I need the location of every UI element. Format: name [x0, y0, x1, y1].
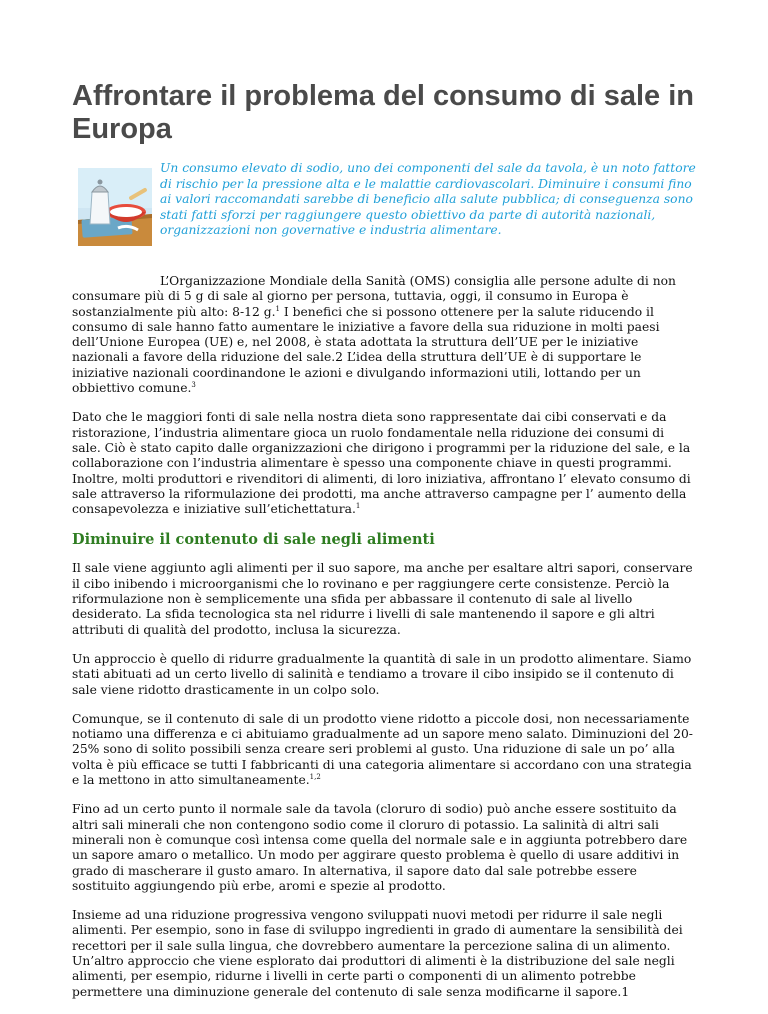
- body-paragraph-2: [72, 410, 696, 517]
- section-heading: Diminuire il contenuto di sale negli alimenti: [72, 531, 435, 549]
- body-paragraph-3: Il sale viene aggiunto agli alimenti per il suo sapore, ma anche per esaltare altri sapori, conservare il cibo inibendo i microorganismi che lo rovinano e per raggiungere certe consistenze. Perciò la riformulazione non è semplicemente una sfida per abbassare il contenuto di sale al livello desiderato. La sfida tecnologica sta nel ridurre i livelli di sale mantenendo il sapore e gli altri attributi di qualità del prodotto, inclusa la sicurezza.: [72, 561, 693, 637]
- document-page: [72, 80, 696, 1014]
- body-paragraph-7: Insieme ad una riduzione progressiva vengono sviluppati nuovi metodi per ridurre il sale negli alimenti. Per esempio, sono in fase di sviluppo ingredienti in grado di aumentare la sensibilità dei recettori per il sale sulla lingua, che dovrebbero aumentare la percezione salina di un alimento. Un’altro approccio che viene esplorato dai produttori di alimenti è la distribuzione del sale negli alimenti, per esempio, ridurne i livelli in certe parti o componenti di un alimento potrebbe permettere una diminuzione generale del contenuto di sale senza modificarne il sapore.1: [72, 908, 683, 999]
- reference-1b: 1: [355, 502, 361, 511]
- lead-section: [72, 160, 696, 274]
- reference-1: 1: [275, 304, 280, 313]
- body-paragraph-6: Fino ad un certo punto il normale sale da tavola (cloruro di sodio) può anche essere sostituito da altri sali minerali che non contengono sodio come il cloruro di potassio. La salinità di altri sali minerali non è comunque così intensa come quella del normale sale e in aggiunta potrebbero dare un sapore amaro o metallico. Un modo per aggirare questo problema è quello di usare additivi in grado di mascherare il gusto amaro. In alternativa, il sapore dato dal sale potrebbe essere sostituito aggiungendo più erbe, aromi e spezie al prodotto.: [72, 802, 688, 893]
- paragraph-2-text: Dato che le maggiori fonti di sale nella nostra dieta sono rappresentate dai cibi conservati e da ristorazione, l’industria alimentare gioca un ruolo fondamentale nella riduzione dei consumi di sale. Ciò è stato capito dalle organizzazioni che dirigono i programmi per la riduzione del sale, e la collaborazione con l’industria alimentare è spesso una componente chiave in questi programmi. Inoltre, molti produttori e rivenditori di alimenti, di loro iniziativa, affrontano l’ elevato consumo di sale attraverso la riformulazione dei prodotti, ma anche attraverso campagne per l’ aumento della consapevolezza e iniziative sull’etichettatura.: [72, 410, 691, 517]
- paragraph-1a-text: L’Organizzazione Mondiale della Sanità (OMS) consiglia alle persone adulte di non consumare più di 5 g di sale al giorno per persona, tuttavia, oggi, il consumo in Europa è sostanzialmente più alto: 8-12 g.: [72, 274, 676, 319]
- page-title: Affrontare il problema del consumo di sale in Europa: [72, 80, 694, 145]
- lead-text: Un consumo elevato di sodio, uno dei componenti del sale da tavola, è un noto fattore di rischio per la pressione alta e le malattie cardiovascolari. Diminuire i consumi fino ai valori raccomandati sarebbe di beneficio alla salute pubblica; di conseguenza sono stati fatti sforzi per raggiungere questo obiettivo da parte di autorità nazionali, organizzazioni non governative e industria alimentare.: [160, 161, 696, 237]
- body-paragraph-5: [72, 712, 696, 788]
- reference-1-2: 1,2: [309, 772, 321, 781]
- lead-paragraph: [160, 161, 696, 239]
- reference-3: 3: [191, 380, 196, 389]
- body-paragraph-4: Un approccio è quello di ridurre gradualmente la quantità di sale in un prodotto alimentare. Siamo stati abituati ad un certo livello di salinità e tendiamo a trovare il cibo insipido se il contenuto di sale viene ridotto drasticamente in un colpo solo.: [72, 651, 692, 697]
- paragraph-1b-text: I benefici che si possono ottenere per la salute riducendo il consumo di sale hanno fatto aumentare le iniziative a favore della sua riduzione in molti paesi dell’Unione Europea (UE) e, nel 2008, è stata adottata la struttura dell’UE per le iniziative nazionali a favore della riduzione del sale.2 L’idea della struttura dell’UE è di supportare le iniziative nazionali coordinandone le azioni e divulgando informazioni utili, lottando per un obbiettivo comune.: [72, 304, 660, 396]
- salt-shaker-and-bowl-icon: [78, 168, 152, 246]
- paragraph-5-text: Comunque, se il contenuto di sale di un prodotto viene ridotto a piccole dosi, non necessariamente notiamo una differenza e ci abituiamo gradualmente ad un sapore meno salato. Diminuzioni del 20-25% sono di solito possibili senza creare seri problemi al gusto. Una riduzione di sale un po’ alla volta è più efficace se tutti I fabbricanti di una categoria alimentare si accordano con una strategia e la mettono in atto simultaneamente.: [72, 711, 693, 788]
- body-paragraph-1: [72, 274, 696, 396]
